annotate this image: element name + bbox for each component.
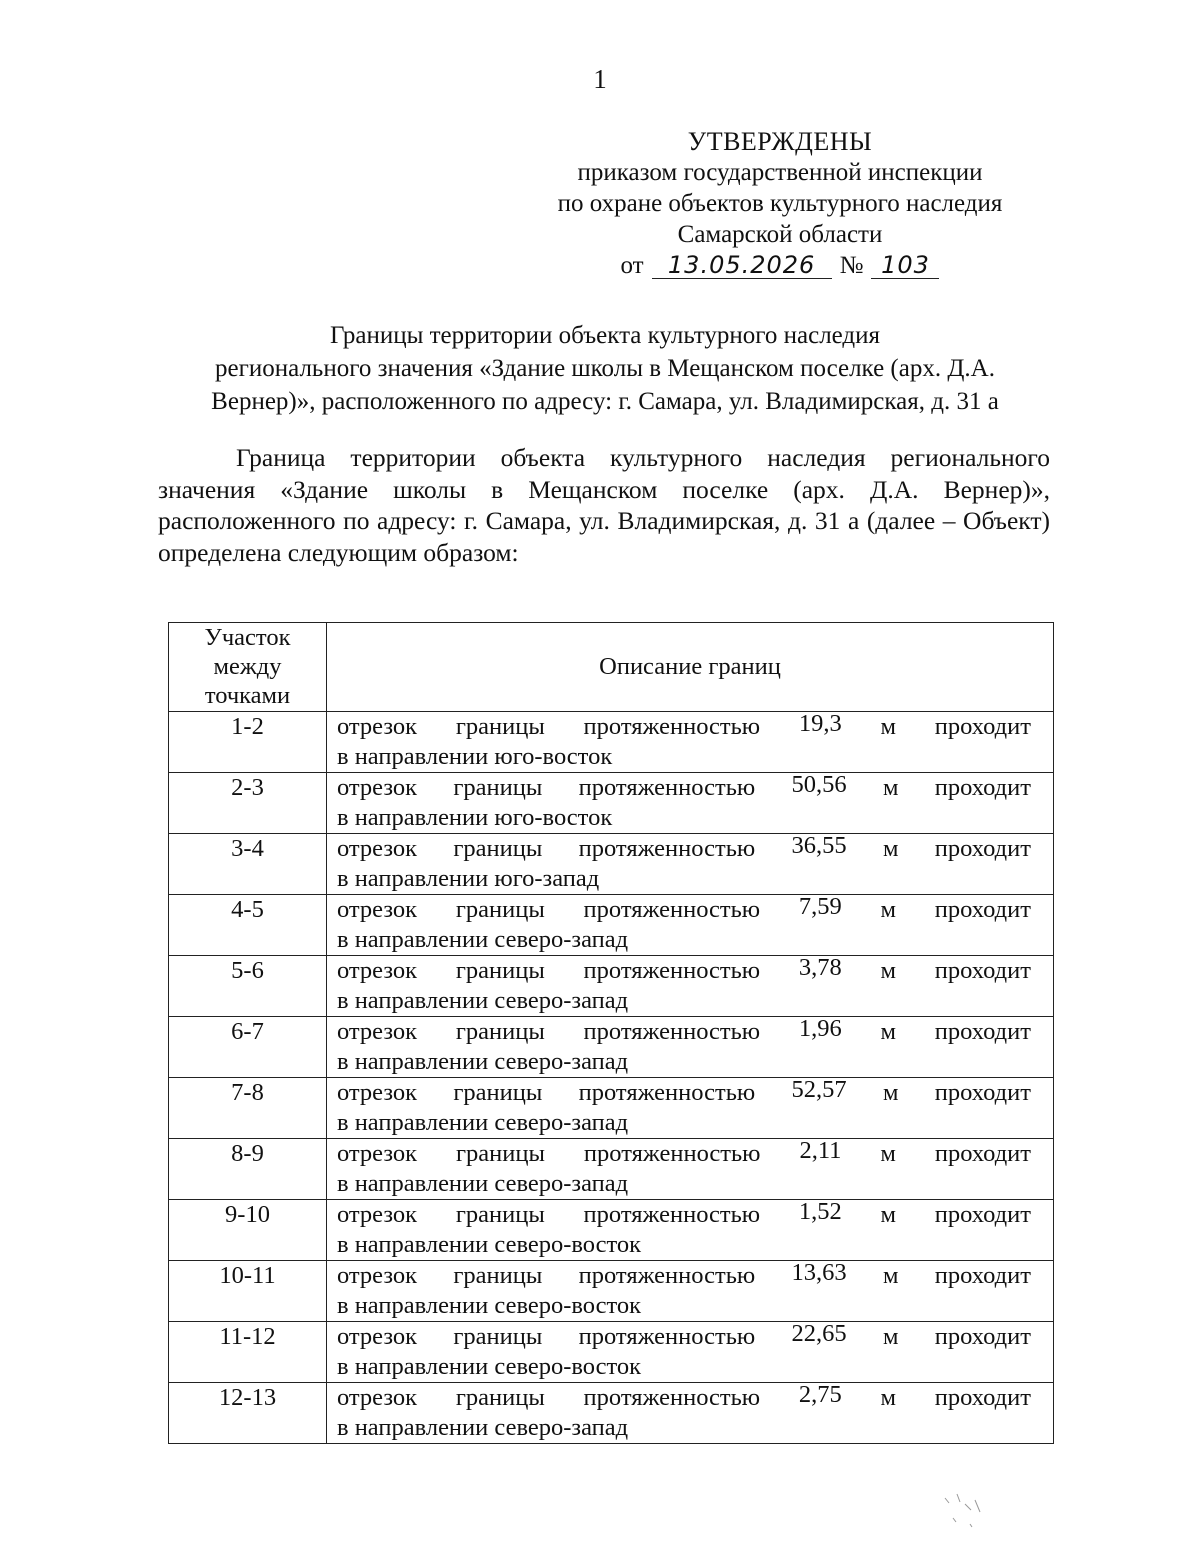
length-value: 2,75 [798, 1381, 842, 1408]
table-row [169, 712, 1054, 773]
segment-cell: 10-11 [169, 1261, 327, 1322]
word: отрезок [337, 1262, 418, 1289]
description-line-1 [337, 1322, 1031, 1352]
unit: м [880, 1201, 897, 1228]
direction-text: в направлении северо-запад [337, 1414, 629, 1441]
word: проходит [934, 896, 1031, 923]
word: отрезок [337, 1384, 418, 1411]
description-line-1 [337, 1139, 1031, 1169]
word: отрезок [337, 1323, 418, 1350]
description-line-1 [337, 834, 1031, 864]
segment-cell: 6-7 [169, 1017, 327, 1078]
length-value: 1,52 [798, 1198, 842, 1225]
approval-title: УТВЕРЖДЕНЫ [687, 127, 873, 156]
word: протяженностью [578, 1262, 756, 1289]
description-line-1 [337, 1200, 1031, 1230]
description-cell [327, 712, 1054, 773]
description-line-1 [337, 712, 1031, 742]
intro-line: определена следующим образом: [158, 537, 519, 567]
unit: м [882, 774, 899, 801]
direction-text: в направлении северо-восток [337, 1292, 642, 1319]
word: отрезок [337, 713, 418, 740]
direction-text: в направлении северо-восток [337, 1353, 642, 1380]
length-value: 36,55 [791, 832, 847, 859]
word: границы [453, 1323, 543, 1350]
header-segment [169, 623, 327, 712]
unit: м [880, 1140, 896, 1167]
table-row [169, 1261, 1054, 1322]
word: границы [453, 1079, 543, 1106]
page-number: 1 [593, 64, 607, 94]
word: проходит [934, 1323, 1031, 1350]
description-line-1 [337, 1078, 1031, 1108]
description-line-1 [337, 1261, 1031, 1291]
word: отрезок [337, 896, 418, 923]
intro-line: расположенного по адресу: г. Самара, ул. Владимирская, д. 31 а (далее – Объект) [158, 506, 1050, 535]
approval-line: Самарской области [677, 221, 883, 248]
word: проходит [934, 1201, 1031, 1228]
date-prefix: от [620, 252, 644, 279]
description-cell [327, 895, 1054, 956]
length-value: 13,63 [791, 1259, 847, 1286]
direction-text: в направлении северо-запад [337, 1109, 629, 1136]
segment-cell: 9-10 [169, 1200, 327, 1261]
word: протяженностью [583, 957, 761, 984]
word: границы [456, 1140, 545, 1167]
segment-cell: 8-9 [169, 1139, 327, 1200]
table-row [169, 895, 1054, 956]
direction-text: в направлении северо-восток [337, 1231, 642, 1258]
length-value: 1,96 [798, 1015, 842, 1042]
word: отрезок [337, 1140, 418, 1167]
word: границы [453, 774, 543, 801]
direction-text: в направлении северо-запад [337, 1170, 629, 1197]
document-title-line: регионального значения «Здание школы в Мещанском поселке (арх. Д.А. [215, 355, 995, 382]
unit: м [882, 835, 899, 862]
document-title-line: Вернер)», расположенного по адресу: г. Самара, ул. Владимирская, д. 31 а [211, 388, 999, 415]
word: отрезок [337, 957, 418, 984]
word: протяженностью [578, 1323, 756, 1350]
word: проходит [934, 1384, 1031, 1411]
table-header-row [169, 623, 1054, 712]
unit: м [882, 1262, 899, 1289]
header-segment-line: точками [204, 682, 291, 709]
description-line-1 [337, 956, 1031, 986]
direction-text: в направлении северо-запад [337, 926, 629, 953]
unit: м [880, 713, 897, 740]
description-cell [327, 956, 1054, 1017]
approval-block [520, 126, 1040, 281]
description-cell [327, 834, 1054, 895]
table-row [169, 1139, 1054, 1200]
word: отрезок [337, 774, 418, 801]
length-value: 52,57 [791, 1076, 847, 1103]
table-row [169, 1322, 1054, 1383]
segment-cell: 1-2 [169, 712, 327, 773]
intro-paragraph [158, 442, 1050, 568]
unit: м [880, 957, 897, 984]
direction-text: в направлении юго-запад [337, 865, 600, 892]
direction-text: в направлении северо-запад [337, 987, 629, 1014]
unit: м [880, 1018, 897, 1045]
length-value: 3,78 [798, 954, 842, 981]
table-row [169, 1017, 1054, 1078]
description-cell [327, 1261, 1054, 1322]
table-row [169, 1078, 1054, 1139]
word: границы [455, 1018, 545, 1045]
handwritten-date: 13.05.2026 [652, 252, 832, 279]
word: проходит [934, 835, 1031, 862]
word: проходит [934, 713, 1031, 740]
intro-line: Граница территории объекта культурного наследия регионального [236, 443, 1050, 472]
word: границы [455, 713, 545, 740]
description-cell [327, 1017, 1054, 1078]
direction-text: в направлении юго-восток [337, 743, 613, 770]
length-value: 19,3 [798, 710, 842, 737]
word: отрезок [337, 1079, 418, 1106]
length-value: 2,11 [799, 1137, 842, 1164]
description-cell [327, 773, 1054, 834]
scan-marks [935, 1490, 995, 1550]
segment-cell: 12-13 [169, 1383, 327, 1444]
description-cell [327, 1078, 1054, 1139]
table-row [169, 1200, 1054, 1261]
word: протяженностью [583, 896, 761, 923]
table-row [169, 956, 1054, 1017]
word: границы [453, 1262, 543, 1289]
handwritten-number: 103 [871, 252, 939, 279]
word: проходит [934, 1079, 1031, 1106]
word: протяженностью [583, 1384, 761, 1411]
word: проходит [934, 957, 1031, 984]
direction-text: в направлении северо-запад [337, 1048, 629, 1075]
table-row [169, 834, 1054, 895]
word: протяженностью [583, 713, 761, 740]
unit: м [882, 1323, 899, 1350]
word: проходит [934, 774, 1031, 801]
word: границы [455, 1384, 545, 1411]
word: проходит [934, 1262, 1031, 1289]
description-cell [327, 1322, 1054, 1383]
header-description: Описание границ [327, 623, 1054, 712]
number-prefix: № [839, 252, 864, 279]
table-row [169, 773, 1054, 834]
word: отрезок [337, 1201, 418, 1228]
length-value: 22,65 [791, 1320, 847, 1347]
word: протяженностью [583, 1201, 761, 1228]
word: границы [455, 957, 545, 984]
document-title-line: Границы территории объекта культурного наследия [329, 322, 881, 349]
word: проходит [934, 1140, 1031, 1167]
word: отрезок [337, 1018, 418, 1045]
segment-cell: 5-6 [169, 956, 327, 1017]
document-title [150, 319, 1060, 418]
description-line-1 [337, 1383, 1031, 1413]
table-row [169, 1383, 1054, 1444]
word: протяженностью [583, 1140, 761, 1167]
word: границы [453, 835, 543, 862]
description-cell [327, 1383, 1054, 1444]
description-line-1 [337, 773, 1031, 803]
approval-line: приказом государственной инспекции [577, 159, 983, 186]
header-segment-line: Участок [204, 624, 291, 651]
word: протяженностью [578, 835, 756, 862]
word: протяженностью [578, 774, 756, 801]
approval-line: по охране объектов культурного наследия [557, 190, 1003, 217]
length-value: 7,59 [798, 893, 842, 920]
description-line-1 [337, 1017, 1031, 1047]
direction-text: в направлении юго-восток [337, 804, 613, 831]
segment-cell: 11-12 [169, 1322, 327, 1383]
boundary-table [168, 622, 1054, 1444]
intro-line: значения «Здание школы в Мещанском поселке (арх. Д.А. Вернер)», [158, 474, 1050, 504]
segment-cell: 4-5 [169, 895, 327, 956]
unit: м [880, 896, 897, 923]
word: границы [455, 896, 545, 923]
segment-cell: 3-4 [169, 834, 327, 895]
unit: м [882, 1079, 899, 1106]
segment-cell: 7-8 [169, 1078, 327, 1139]
unit: м [880, 1384, 897, 1411]
word: протяженностью [578, 1079, 756, 1106]
word: проходит [934, 1018, 1031, 1045]
description-cell [327, 1139, 1054, 1200]
length-value: 50,56 [791, 771, 847, 798]
approval-date-line [520, 250, 1040, 281]
header-segment-line: между [213, 653, 282, 680]
word: протяженностью [583, 1018, 761, 1045]
word: границы [455, 1201, 545, 1228]
description-line-1 [337, 895, 1031, 925]
word: отрезок [337, 835, 418, 862]
segment-cell: 2-3 [169, 773, 327, 834]
description-cell [327, 1200, 1054, 1261]
